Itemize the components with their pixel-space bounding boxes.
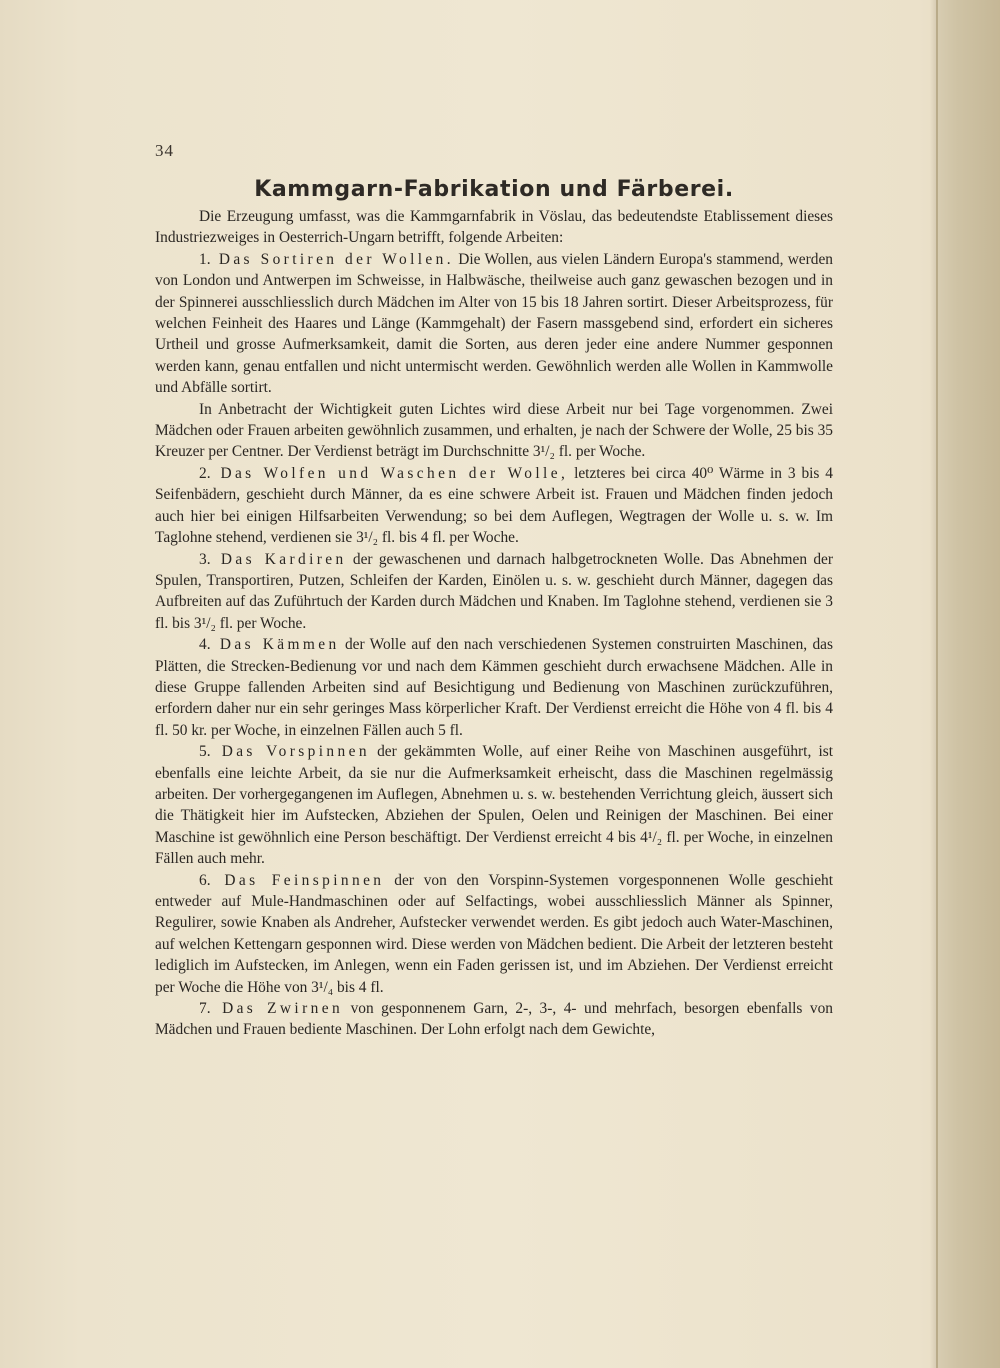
paragraph-text: von gesponnenem Garn, 2-, 3-, 4- und mehrfach, besorgen ebenfalls von Mädchen und Frauen bediente Maschinen. Der Lohn erfolgt nach dem Gewichte, bbox=[155, 1000, 834, 1039]
paragraph-intro bbox=[155, 206, 833, 249]
paragraph-number: 2. bbox=[199, 464, 211, 482]
paragraph-text: der Wolle auf den nach verschiedenen Systemen construirten Maschinen, das Plätten, die Strecken-Bedienung vor und nach dem Kämmen geschieht durch erwachsene Mädchen. Alle in diese Gruppe fallenden Arbeiten sind auf Besichtigung und Bedienung von Maschinen zurückzuführen, erfordern daher nur ein sehr geringes Mass körperlicher Kraft. Der Verdienst erreicht die Höhe von 4 fl. bis 4 fl. 50 kr. per Woche, in einzelnen Fällen auch 5 fl. bbox=[155, 636, 833, 739]
paragraph-4-combing bbox=[155, 634, 833, 741]
next-page-edge bbox=[936, 0, 1000, 1368]
paragraph-number: 6. bbox=[199, 871, 211, 889]
paragraph-text: Die Wollen, aus vielen Ländern Europa's stammend, werden von London und Antwerpen im Schweisse, in Halbwäsche, theilweise auch ganz gewaschen bezogen und in der Spinnerei ausschliesslich durch Mädchen im Alter von 15 bis 18 Jahren sortirt. Dieser Arbeitsprozess, für welchen Feinheit des Haares und Länge (Kammgehalt) der Fasern massgebend sind, erfordert ein sicheres Urtheil und grosse Aufmerksamkeit, damit die Sorten, aus deren jeder eine andere Nummer gesponnen werden kann, genau entfallen und nicht untermischt werden. Gewöhnlich werden alle Wollen in Kammwolle und Abfälle sortirt. bbox=[155, 250, 833, 397]
paragraph-lead: Das Wolfen und Waschen der Wolle, bbox=[220, 464, 569, 482]
paragraph-text: Die Erzeugung umfasst, was die Kammgarnfabrik in Vöslau, das bedeutendste Etablissement dieses Industriezweiges in Oesterrich-Ungarn betrifft, folgende Arbeiten: bbox=[155, 208, 833, 247]
paragraph-number: 5. bbox=[199, 743, 211, 761]
page-number: 34 bbox=[155, 141, 174, 160]
paragraph-7-twisting bbox=[155, 998, 833, 1041]
paragraph-lead: Das Vorspinnen bbox=[221, 743, 370, 761]
paragraph-text: der gewaschenen und darnach halbgetrockneten Wolle. Das Abnehmen der Spulen, Transportiren, Putzen, Schleifen der Karden, Einölen u. s. w. geschieht durch Männer, dagegen das Aufbreiten auf das Zuführtuch der Karden durch Mädchen und Knaben. Im Taglohne stehend, verdienen sie 3 fl. bis 3¹/₂ fl. per Woche. bbox=[155, 550, 833, 632]
paragraph-text: der gekämmten Wolle, auf einer Reihe von Maschinen ausgeführt, ist ebenfalls eine leichte Arbeit, da sie nur die Aufmerksamkeit erheischt, dass die Maschinen regelmässig arbeiten. Der vorhergegangenen im Auflegen, Abnehmen u. s. w. bestehenden Verrichtung gleich, äussert sich die Thätigkeit hier im Aufstecken, Abziehen der Spulen, Oelen und Reinigen der Maschinen. Bei einer Maschine ist gewöhnlich eine Person beschäftigt. Der Verdienst erreicht 4 bis 4¹/₂ fl. per Woche, in einzelnen Fällen auch mehr. bbox=[155, 743, 833, 868]
paragraph-lead: Das Feinspinnen bbox=[224, 871, 385, 889]
paragraph-1-continued bbox=[155, 399, 833, 463]
paragraph-6-fine-spinning bbox=[155, 870, 833, 998]
paragraph-number: 3. bbox=[199, 550, 211, 568]
text-block bbox=[155, 140, 833, 1041]
paragraph-text: der von den Vorspinn-Systemen vorgesponnenen Wolle geschieht entweder auf Mule-Handmaschinen oder auf Selfactings, wobei ausschliesslich Männer als Spinner, Regulirer, sowie Knaben als Andreher, Aufstecker verwendet werden. Es gibt jedoch auch Water-Maschinen, auf welchen Kettengarn gesponnen wird. Diese werden von Mädchen bedient. Die Arbeit der letzteren besteht lediglich im Aufstecken, im Anlegen, wenn ein Faden gerissen ist, und im Abziehen. Der Verdienst erreicht per Woche die Höhe von 3¹/₄ bis 4 fl. bbox=[155, 871, 833, 996]
paragraph-5-roving bbox=[155, 741, 833, 869]
paragraph-lead: Das Kardiren bbox=[220, 550, 347, 568]
paragraph-2-washing bbox=[155, 463, 833, 549]
paragraph-3-carding bbox=[155, 549, 833, 635]
paragraph-number: 4. bbox=[199, 636, 211, 654]
paragraph-lead: Das Zwirnen bbox=[222, 1000, 344, 1018]
paragraph-number: 7. bbox=[199, 1000, 211, 1018]
paragraph-lead: Das Kämmen bbox=[219, 636, 340, 654]
paragraph-text: In Anbetracht der Wichtigkeit guten Lichtes wird diese Arbeit nur bei Tage vorgenommen. Zwei Mädchen oder Frauen arbeiten gewöhnlich zusammen, und erhalten, je nach der Schwere der Wolle, 25 bis 35 Kreuzer per Centner. Der Verdienst beträgt im Durchschnitte 3¹/₂ fl. per Woche. bbox=[155, 400, 833, 461]
paragraph-1-sorting bbox=[155, 249, 833, 399]
paragraph-lead: Das Sortiren der Wollen. bbox=[218, 250, 455, 268]
chapter-title: Kammgarn-Fabrikation und Färberei. bbox=[254, 177, 734, 202]
paragraph-number: 1. bbox=[199, 250, 211, 268]
paragraph-text: letzteres bei circa 40⁰ Wärme in 3 bis 4 Seifenbädern, geschieht durch Männer, da es eine schwere Arbeit ist. Frauen und Mädchen finden jedoch auch hier bei einigen Hilfsarbeiten Verwendung; so bei dem Auflegen, Wegtragen der Wolle u. s. w. Im Taglohne stehend, verdienen sie 3¹/₂ fl. bis 4 fl. per Woche. bbox=[155, 464, 833, 547]
